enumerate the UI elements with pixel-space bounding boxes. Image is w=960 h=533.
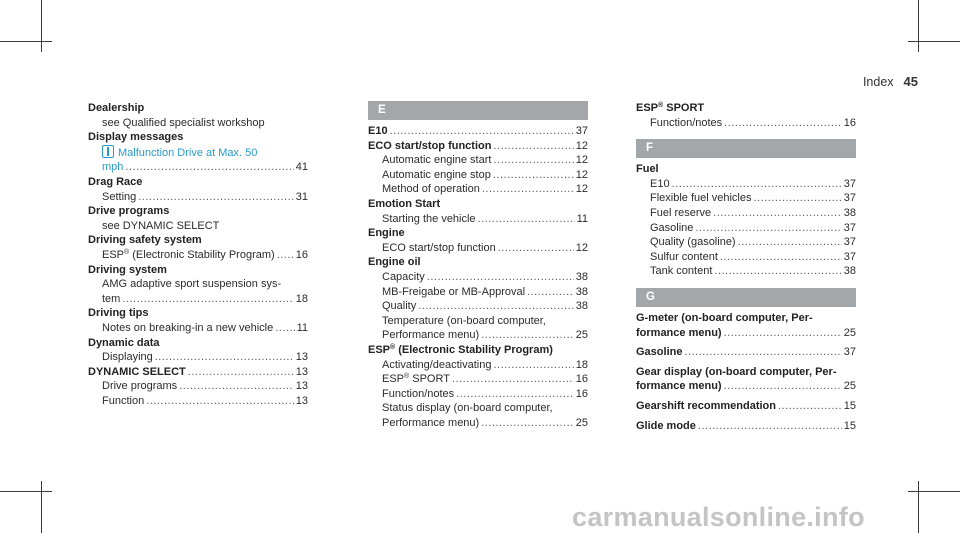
index-entry[interactable] [636, 326, 856, 341]
entry-label: Activating/deactivating [382, 358, 492, 371]
page-ref: 41 [295, 161, 308, 174]
index-entry[interactable] [368, 153, 588, 168]
page-ref: 38 [575, 300, 588, 313]
crop-mark [0, 491, 52, 492]
page-ref: 12 [575, 241, 588, 254]
entry-label: Performance menu) [382, 329, 480, 342]
dot-leader [482, 182, 574, 197]
index-subentry: see DYNAMIC SELECT [102, 219, 220, 232]
dot-leader [493, 358, 573, 373]
index-heading: Gearshift recommendation [636, 399, 776, 412]
page-ref: 25 [575, 329, 588, 342]
entry-label: Quality (gasoline) [650, 236, 736, 249]
page-ref: 18 [295, 292, 308, 305]
dot-leader [155, 350, 294, 365]
index-heading: Gasoline [636, 346, 683, 359]
page-ref: 12 [575, 183, 588, 196]
page-ref: 16 [843, 116, 856, 129]
dot-leader [724, 116, 842, 131]
entry-label: ESP [102, 248, 125, 261]
dot-leader [125, 160, 293, 175]
index-column-1 [88, 101, 308, 408]
page-ref: 13 [295, 365, 308, 378]
entry-label: AMG adaptive sport suspension sys- [102, 278, 282, 291]
warning-icon [102, 145, 114, 158]
index-entry[interactable] [368, 372, 588, 387]
dot-leader [481, 328, 574, 343]
dot-leader [714, 264, 841, 279]
page-header [863, 74, 918, 89]
index-heading [368, 343, 588, 358]
entry-label: Fuel reserve [650, 206, 712, 219]
dot-leader [754, 191, 842, 206]
page-ref: 13 [295, 351, 308, 364]
section-letter-e: E [368, 101, 588, 120]
index-entry[interactable] [368, 416, 588, 431]
index-heading: Engine oil [368, 256, 421, 269]
page-ref: 12 [575, 168, 588, 181]
page-ref: 37 [843, 221, 856, 234]
index-entry[interactable] [368, 270, 588, 285]
header-title: Index [862, 75, 894, 89]
entry-label: ESP [382, 373, 405, 386]
index-entry[interactable] [368, 168, 588, 183]
entry-label: Flexible fuel vehicles [650, 192, 752, 205]
dot-leader [427, 270, 574, 285]
index-heading: ECO start/stop function [368, 139, 492, 152]
dot-leader [418, 299, 574, 314]
heading-text: ESP [368, 343, 391, 356]
heading-text: ESP [636, 102, 659, 114]
entry-label: Status display (on-board computer, [382, 402, 553, 415]
page-ref: 37 [843, 192, 856, 205]
index-entry[interactable] [88, 365, 308, 380]
index-entry[interactable] [368, 241, 588, 256]
crop-mark [41, 481, 42, 533]
entry-label: Function [102, 394, 145, 407]
page-ref: 25 [843, 380, 856, 393]
dot-leader [493, 139, 573, 154]
index-entry[interactable] [88, 292, 308, 307]
index-entry[interactable] [636, 399, 856, 414]
index-subentry: see Qualified specialist workshop [102, 116, 265, 129]
entry-label: E10 [650, 177, 670, 190]
index-entry[interactable] [368, 328, 588, 343]
dot-leader [275, 321, 294, 336]
watermark: carmanualsonline.info [572, 502, 865, 532]
dot-leader [684, 345, 841, 360]
crop-mark [918, 481, 919, 533]
index-entry[interactable] [636, 379, 856, 394]
page-ref: 15 [843, 419, 856, 432]
page-ref: 38 [843, 206, 856, 219]
page-ref: 25 [575, 416, 588, 429]
page-ref: 37 [575, 125, 588, 137]
registered-mark: ® [390, 343, 396, 351]
page-ref: 16 [575, 387, 588, 400]
index-heading: DYNAMIC SELECT [88, 365, 186, 378]
section-letter-g: G [636, 288, 856, 307]
index-column-2 [368, 101, 588, 430]
heading-text: SPORT [663, 102, 705, 114]
index-heading: G-meter (on-board computer, Per- [636, 311, 813, 324]
index-heading: Display messages [88, 131, 184, 144]
index-heading [636, 101, 856, 116]
entry-label: Temperature (on-board computer, [382, 314, 546, 327]
dot-leader [498, 241, 574, 256]
dot-leader [724, 379, 842, 394]
entry-label: Function/notes [650, 116, 723, 129]
page-ref: 12 [575, 154, 588, 167]
page-ref: 37 [843, 346, 856, 359]
index-link-label: Malfunction Drive at Max. 50 [118, 146, 258, 159]
entry-label: Gasoline [650, 221, 694, 234]
index-entry[interactable] [368, 124, 588, 139]
entry-label: Method of operation [382, 183, 480, 196]
dot-leader [122, 292, 293, 307]
index-entry[interactable] [636, 264, 856, 279]
index-heading: Gear display (on-board computer, Per- [636, 365, 837, 378]
index-link-entry[interactable] [88, 145, 308, 161]
index-heading: Emotion Start [368, 197, 441, 210]
entry-label: Drive programs [102, 380, 178, 393]
crop-mark [908, 41, 960, 42]
index-entry[interactable] [88, 394, 308, 409]
dot-leader [672, 177, 842, 192]
page-ref: 25 [843, 326, 856, 339]
entry-label: Displaying [102, 351, 153, 364]
registered-mark: ® [658, 102, 664, 109]
page-ref: 15 [843, 399, 856, 412]
page-ref: 12 [575, 139, 588, 152]
index-entry[interactable] [88, 379, 308, 394]
crop-mark [918, 0, 919, 52]
index-entry[interactable] [636, 206, 856, 221]
entry-label: SPORT [409, 373, 450, 386]
crop-mark [908, 491, 960, 492]
index-entry[interactable] [368, 285, 588, 300]
index-heading: Drive programs [88, 205, 170, 218]
dot-leader [390, 124, 574, 139]
registered-mark: ® [404, 373, 410, 381]
dot-leader [493, 168, 574, 183]
heading-text: (Electronic Stability Program) [395, 343, 553, 356]
index-entry[interactable] [88, 350, 308, 365]
page-ref: 37 [843, 250, 856, 263]
index-entry[interactable] [88, 190, 308, 205]
index-entry[interactable] [88, 321, 308, 336]
index-entry[interactable] [368, 182, 588, 197]
index-heading: Driving system [88, 263, 167, 276]
page-ref: 37 [843, 236, 856, 249]
page-ref: 11 [296, 321, 308, 334]
index-entry[interactable] [636, 191, 856, 206]
page-ref: 38 [843, 265, 856, 278]
page-ref: 38 [575, 285, 588, 298]
entry-label: Function/notes [382, 387, 455, 400]
index-heading: Fuel [636, 163, 659, 176]
page-ref: 16 [575, 373, 588, 386]
index-heading: Dynamic data [88, 336, 160, 349]
page-ref: 16 [295, 248, 308, 261]
index-link-label: mph [102, 161, 124, 174]
entry-label: ECO start/stop function [382, 241, 496, 254]
index-column-3 [636, 101, 856, 433]
entry-label: Setting [102, 190, 137, 203]
crop-mark [41, 0, 42, 52]
dot-leader [456, 387, 574, 402]
page-ref: 13 [295, 394, 308, 407]
dot-leader [452, 372, 574, 387]
dot-leader [493, 153, 573, 168]
index-heading: Dealership [88, 102, 145, 114]
index-heading: E10 [368, 125, 388, 137]
index-heading: Driving safety system [88, 234, 202, 247]
section-letter-f: F [636, 139, 856, 158]
index-entry[interactable] [368, 212, 588, 227]
index-heading: Drag Race [88, 175, 143, 188]
dot-leader [481, 416, 574, 431]
entry-label: Quality [382, 300, 417, 313]
entry-label: Sulfur content [650, 250, 718, 263]
index-heading: Engine [368, 227, 405, 240]
entry-label: Automatic engine start [382, 154, 492, 167]
entry-label: Starting the vehicle [382, 212, 476, 225]
index-entry[interactable] [636, 345, 856, 360]
index-heading: formance menu) [636, 380, 722, 393]
entry-label: (Electronic Stability Program) [129, 248, 275, 261]
dot-leader [138, 190, 294, 205]
index-entry[interactable] [368, 139, 588, 154]
entry-label: Notes on breaking-in a new vehicle [102, 321, 274, 334]
index-entry[interactable] [636, 116, 856, 131]
dot-leader [778, 399, 842, 414]
page-ref: 38 [575, 270, 588, 283]
entry-label: MB-Freigabe or MB-Approval [382, 285, 526, 298]
page-ref: 13 [295, 380, 308, 393]
index-heading: formance menu) [636, 326, 722, 339]
index-entry[interactable] [88, 160, 308, 175]
entry-label: Automatic engine stop [382, 168, 491, 181]
index-entry[interactable] [636, 419, 856, 434]
dot-leader [277, 248, 294, 263]
dot-leader [146, 394, 294, 409]
index-heading: Driving tips [88, 307, 149, 320]
dot-leader [695, 221, 841, 236]
index-entry[interactable] [636, 235, 856, 250]
index-entry[interactable] [636, 250, 856, 265]
dot-leader [179, 379, 294, 394]
dot-leader [527, 285, 574, 300]
entry-label: tem [102, 292, 121, 305]
index-entry[interactable] [88, 248, 308, 263]
page-ref: 11 [576, 212, 588, 225]
registered-mark: ® [124, 248, 130, 256]
index-heading: Glide mode [636, 419, 696, 432]
index-entry[interactable] [368, 387, 588, 402]
index-entry[interactable] [636, 221, 856, 236]
entry-label: Performance menu) [382, 416, 480, 429]
dot-leader [188, 365, 294, 380]
dot-leader [478, 212, 575, 227]
page-ref: 18 [575, 358, 588, 371]
page-ref: 37 [843, 177, 856, 190]
index-entry[interactable] [368, 299, 588, 314]
index-entry[interactable] [636, 177, 856, 192]
crop-mark [0, 41, 52, 42]
dot-leader [738, 235, 842, 250]
dot-leader [720, 250, 842, 265]
page-number: 45 [903, 74, 918, 89]
entry-label: Tank content [650, 265, 713, 278]
entry-label: Capacity [382, 270, 425, 283]
dot-leader [698, 419, 842, 434]
dot-leader [713, 206, 842, 221]
dot-leader [724, 326, 842, 341]
index-entry[interactable] [368, 358, 588, 373]
page-ref: 31 [295, 190, 308, 203]
